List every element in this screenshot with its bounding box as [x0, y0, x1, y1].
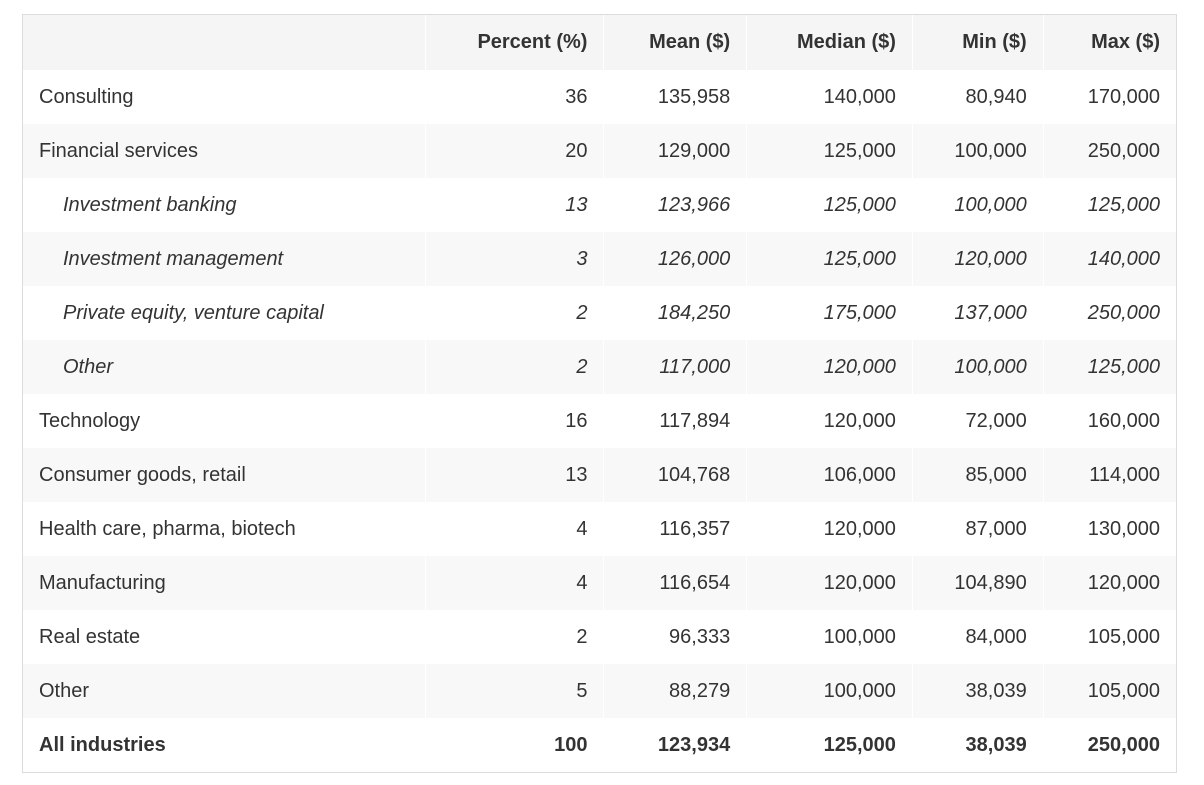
cell-percent: 2 [425, 286, 604, 340]
header-percent: Percent (%) [425, 15, 604, 70]
cell-median: 125,000 [747, 232, 913, 286]
cell-mean: 104,768 [604, 448, 747, 502]
cell-label: Other [39, 679, 90, 702]
cell-max: 250,000 [1043, 124, 1176, 178]
cell-median: 175,000 [747, 286, 913, 340]
cell-min: 80,940 [912, 70, 1043, 124]
header-max: Max ($) [1043, 15, 1176, 70]
cell-max: 120,000 [1043, 556, 1176, 610]
header-mean: Mean ($) [604, 15, 747, 70]
table-row [23, 448, 1176, 502]
cell-max: 105,000 [1043, 664, 1176, 718]
table-row [23, 124, 1176, 178]
cell-median: 120,000 [747, 502, 913, 556]
header-industry [23, 15, 425, 70]
table-row [23, 232, 1176, 286]
cell-label: Other [63, 355, 114, 378]
cell-max: 250,000 [1043, 286, 1176, 340]
cell-mean: 126,000 [604, 232, 747, 286]
table-row [23, 394, 1176, 448]
cell-percent: 100 [425, 718, 604, 772]
cell-min: 100,000 [912, 178, 1043, 232]
cell-median: 125,000 [747, 124, 913, 178]
table-row [23, 286, 1176, 340]
cell-label: Consulting [39, 85, 134, 108]
table-row [23, 178, 1176, 232]
cell-label: Consumer goods, retail [39, 463, 246, 486]
cell-min: 120,000 [912, 232, 1043, 286]
cell-label: Real estate [39, 625, 141, 648]
cell-percent: 13 [425, 178, 604, 232]
cell-mean: 123,966 [604, 178, 747, 232]
cell-max: 130,000 [1043, 502, 1176, 556]
cell-percent: 20 [425, 124, 604, 178]
table-row [23, 610, 1176, 664]
cell-min: 100,000 [912, 340, 1043, 394]
header-min: Min ($) [912, 15, 1043, 70]
cell-median: 125,000 [747, 178, 913, 232]
cell-mean: 88,279 [604, 664, 747, 718]
header-median: Median ($) [747, 15, 913, 70]
table-row [23, 70, 1176, 124]
cell-label: All industries [39, 733, 166, 756]
table-row [23, 664, 1176, 718]
cell-min: 137,000 [912, 286, 1043, 340]
table-body [23, 70, 1176, 772]
cell-median: 100,000 [747, 664, 913, 718]
cell-median: 100,000 [747, 610, 913, 664]
cell-median: 120,000 [747, 394, 913, 448]
cell-median: 120,000 [747, 556, 913, 610]
cell-percent: 16 [425, 394, 604, 448]
table-row [23, 340, 1176, 394]
cell-percent: 2 [425, 340, 604, 394]
salary-by-industry-table [23, 15, 1176, 772]
salary-table-container [22, 14, 1177, 773]
table-row [23, 556, 1176, 610]
table-row [23, 502, 1176, 556]
cell-mean: 117,000 [604, 340, 747, 394]
cell-percent: 3 [425, 232, 604, 286]
cell-mean: 135,958 [604, 70, 747, 124]
cell-percent: 4 [425, 556, 604, 610]
cell-percent: 36 [425, 70, 604, 124]
cell-label: Financial services [39, 139, 198, 162]
cell-min: 84,000 [912, 610, 1043, 664]
cell-percent: 5 [425, 664, 604, 718]
cell-mean: 116,357 [604, 502, 747, 556]
cell-min: 72,000 [912, 394, 1043, 448]
cell-mean: 96,333 [604, 610, 747, 664]
cell-max: 140,000 [1043, 232, 1176, 286]
cell-label: Investment management [63, 247, 284, 270]
cell-max: 125,000 [1043, 340, 1176, 394]
cell-max: 114,000 [1043, 448, 1176, 502]
cell-percent: 2 [425, 610, 604, 664]
cell-max: 125,000 [1043, 178, 1176, 232]
cell-median: 106,000 [747, 448, 913, 502]
cell-max: 170,000 [1043, 70, 1176, 124]
total-row [23, 718, 1176, 772]
cell-label: Investment banking [63, 193, 237, 216]
table-header [23, 15, 1176, 70]
cell-min: 85,000 [912, 448, 1043, 502]
cell-min: 104,890 [912, 556, 1043, 610]
cell-max: 160,000 [1043, 394, 1176, 448]
cell-mean: 184,250 [604, 286, 747, 340]
cell-max: 105,000 [1043, 610, 1176, 664]
cell-min: 100,000 [912, 124, 1043, 178]
cell-min: 87,000 [912, 502, 1043, 556]
cell-median: 140,000 [747, 70, 913, 124]
cell-mean: 116,654 [604, 556, 747, 610]
header-row [23, 15, 1176, 70]
cell-label: Technology [39, 409, 141, 432]
cell-label: Private equity, venture capital [63, 301, 324, 324]
cell-label: Health care, pharma, biotech [39, 517, 296, 540]
cell-percent: 13 [425, 448, 604, 502]
cell-min: 38,039 [912, 664, 1043, 718]
cell-label: Manufacturing [39, 571, 166, 594]
cell-percent: 4 [425, 502, 604, 556]
cell-median: 120,000 [747, 340, 913, 394]
cell-median: 125,000 [747, 718, 913, 772]
cell-mean: 129,000 [604, 124, 747, 178]
cell-max: 250,000 [1043, 718, 1176, 772]
cell-mean: 123,934 [604, 718, 747, 772]
cell-min: 38,039 [912, 718, 1043, 772]
cell-mean: 117,894 [604, 394, 747, 448]
